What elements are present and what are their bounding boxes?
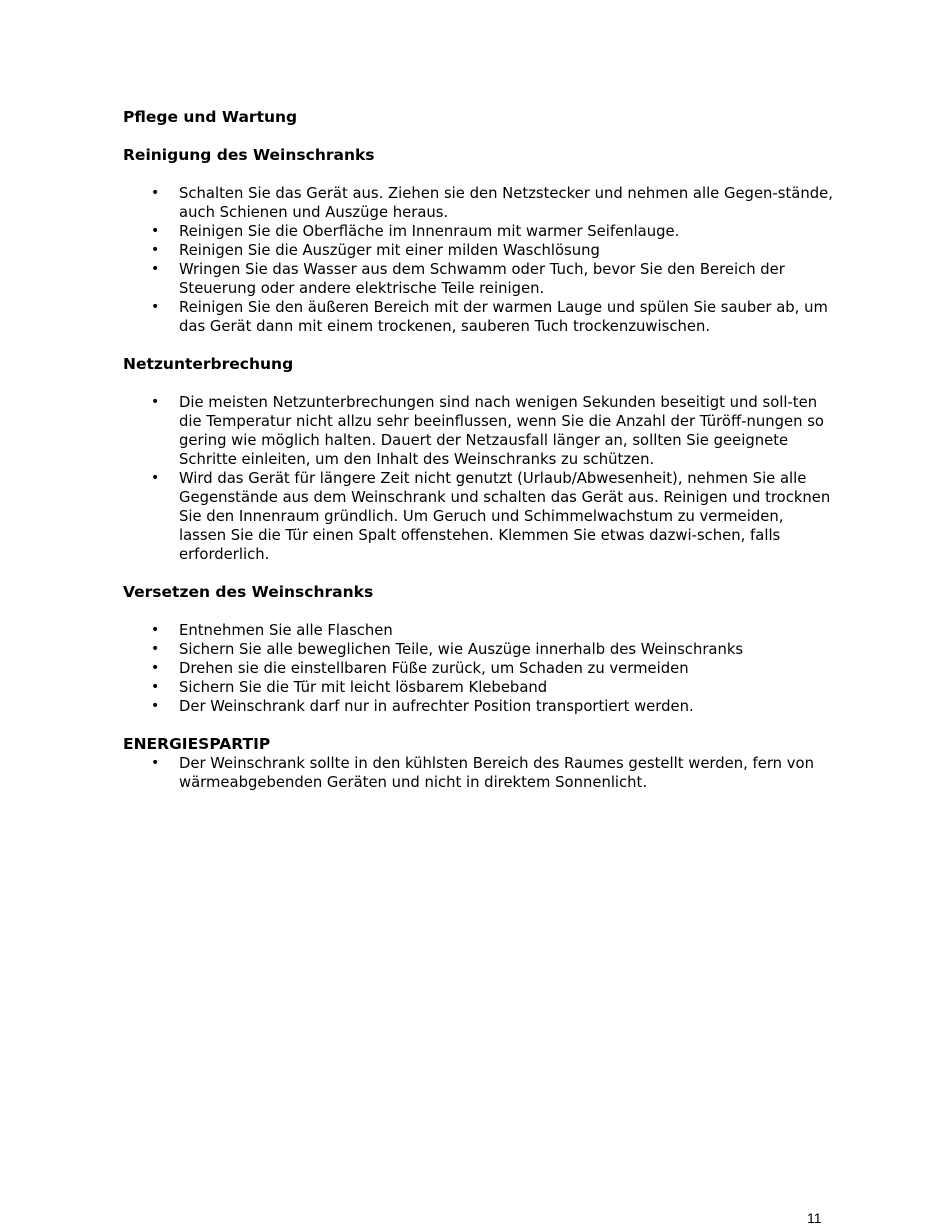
list-item: [123, 469, 833, 564]
list-item-text: Reinigen Sie die Oberfläche im Innenraum mit warmer Seifenlauge.: [179, 223, 680, 240]
list-item: [123, 697, 833, 716]
list-reinigung: [123, 184, 833, 336]
document-body: [123, 108, 833, 811]
heading-versetzen: Versetzen des Weinschranks: [123, 583, 374, 601]
bullet-icon: •: [151, 698, 160, 714]
list-netzunterbrechung: [123, 393, 833, 564]
heading-pflege-und-wartung: Pflege und Wartung: [123, 108, 298, 126]
list-energiespartip: [123, 754, 833, 792]
list-item-text: Schalten Sie das Gerät aus. Ziehen sie den Netzstecker und nehmen alle Gegen-stände, auch Schienen und Auszüge heraus.: [179, 185, 833, 221]
list-item-text: Entnehmen Sie alle Flaschen: [179, 622, 393, 639]
list-item: [123, 222, 833, 241]
bullet-icon: •: [151, 242, 160, 258]
list-item: [123, 621, 833, 640]
heading-reinigung: Reinigung des Weinschranks: [123, 146, 375, 164]
list-item-text: Der Weinschrank darf nur in aufrechter Position transportiert werden.: [179, 698, 694, 715]
list-item-text: Reinigen Sie den äußeren Bereich mit der warmen Lauge und spülen Sie sauber ab, um das Gerät dann mit einem trockenen, sauberen Tuch trockenzuwischen.: [179, 299, 828, 335]
list-item-text: Wringen Sie das Wasser aus dem Schwamm oder Tuch, bevor Sie den Bereich der Steuerung oder andere elektrische Teile reinigen.: [179, 261, 785, 297]
heading-netzunterbrechung: Netzunterbrechung: [123, 355, 294, 373]
list-item: [123, 640, 833, 659]
bullet-icon: •: [151, 622, 160, 638]
bullet-icon: •: [151, 470, 160, 486]
page-number: 11: [807, 1210, 822, 1226]
list-item-text: Der Weinschrank sollte in den kühlsten Bereich des Raumes gestellt werden, fern von wärmeabgebenden Geräten und nicht in direktem Sonnenlicht.: [179, 755, 814, 791]
list-item: [123, 393, 833, 469]
list-item-text: Die meisten Netzunterbrechungen sind nach wenigen Sekunden beseitigt und soll-ten die Temperatur nicht allzu sehr beeinflussen, wenn Sie die Anzahl der Türöff-nungen so gering wie möglich halten. Dauert der Netzausfall länger an, sollten Sie geeignete Schritte einleiten, um den Inhalt des Weinschranks zu schützen.: [179, 394, 824, 468]
bullet-icon: •: [151, 660, 160, 676]
bullet-icon: •: [151, 185, 160, 201]
bullet-icon: •: [151, 299, 160, 315]
heading-energiespartip: ENERGIESPARTIP: [123, 735, 271, 753]
bullet-icon: •: [151, 641, 160, 657]
bullet-icon: •: [151, 679, 160, 695]
list-item: [123, 184, 833, 222]
bullet-icon: •: [151, 223, 160, 239]
list-item-text: Sichern Sie alle beweglichen Teile, wie Auszüge innerhalb des Weinschranks: [179, 641, 744, 658]
list-item: [123, 754, 833, 792]
list-item-text: Reinigen Sie die Auszüger mit einer milden Waschlösung: [179, 242, 600, 259]
list-item: [123, 659, 833, 678]
list-item: [123, 260, 833, 298]
list-item-text: Wird das Gerät für längere Zeit nicht genutzt (Urlaub/Abwesenheit), nehmen Sie alle Gegenstände aus dem Weinschrank und schalten das Gerät aus. Reinigen und trocknen Sie den Innenraum gründlich. Um Geruch und Schimmelwachstum zu vermeiden, lassen Sie die Tür einen Spalt offenstehen. Klemmen Sie etwas dazwi-schen, falls erforderlich.: [179, 470, 831, 563]
bullet-icon: •: [151, 261, 160, 277]
list-item-text: Drehen sie die einstellbaren Füße zurück, um Schaden zu vermeiden: [179, 660, 689, 677]
list-item: [123, 678, 833, 697]
bullet-icon: •: [151, 394, 160, 410]
list-item: [123, 241, 833, 260]
bullet-icon: •: [151, 755, 160, 771]
list-versetzen: [123, 621, 833, 716]
list-item-text: Sichern Sie die Tür mit leicht lösbarem Klebeband: [179, 679, 548, 696]
list-item: [123, 298, 833, 336]
